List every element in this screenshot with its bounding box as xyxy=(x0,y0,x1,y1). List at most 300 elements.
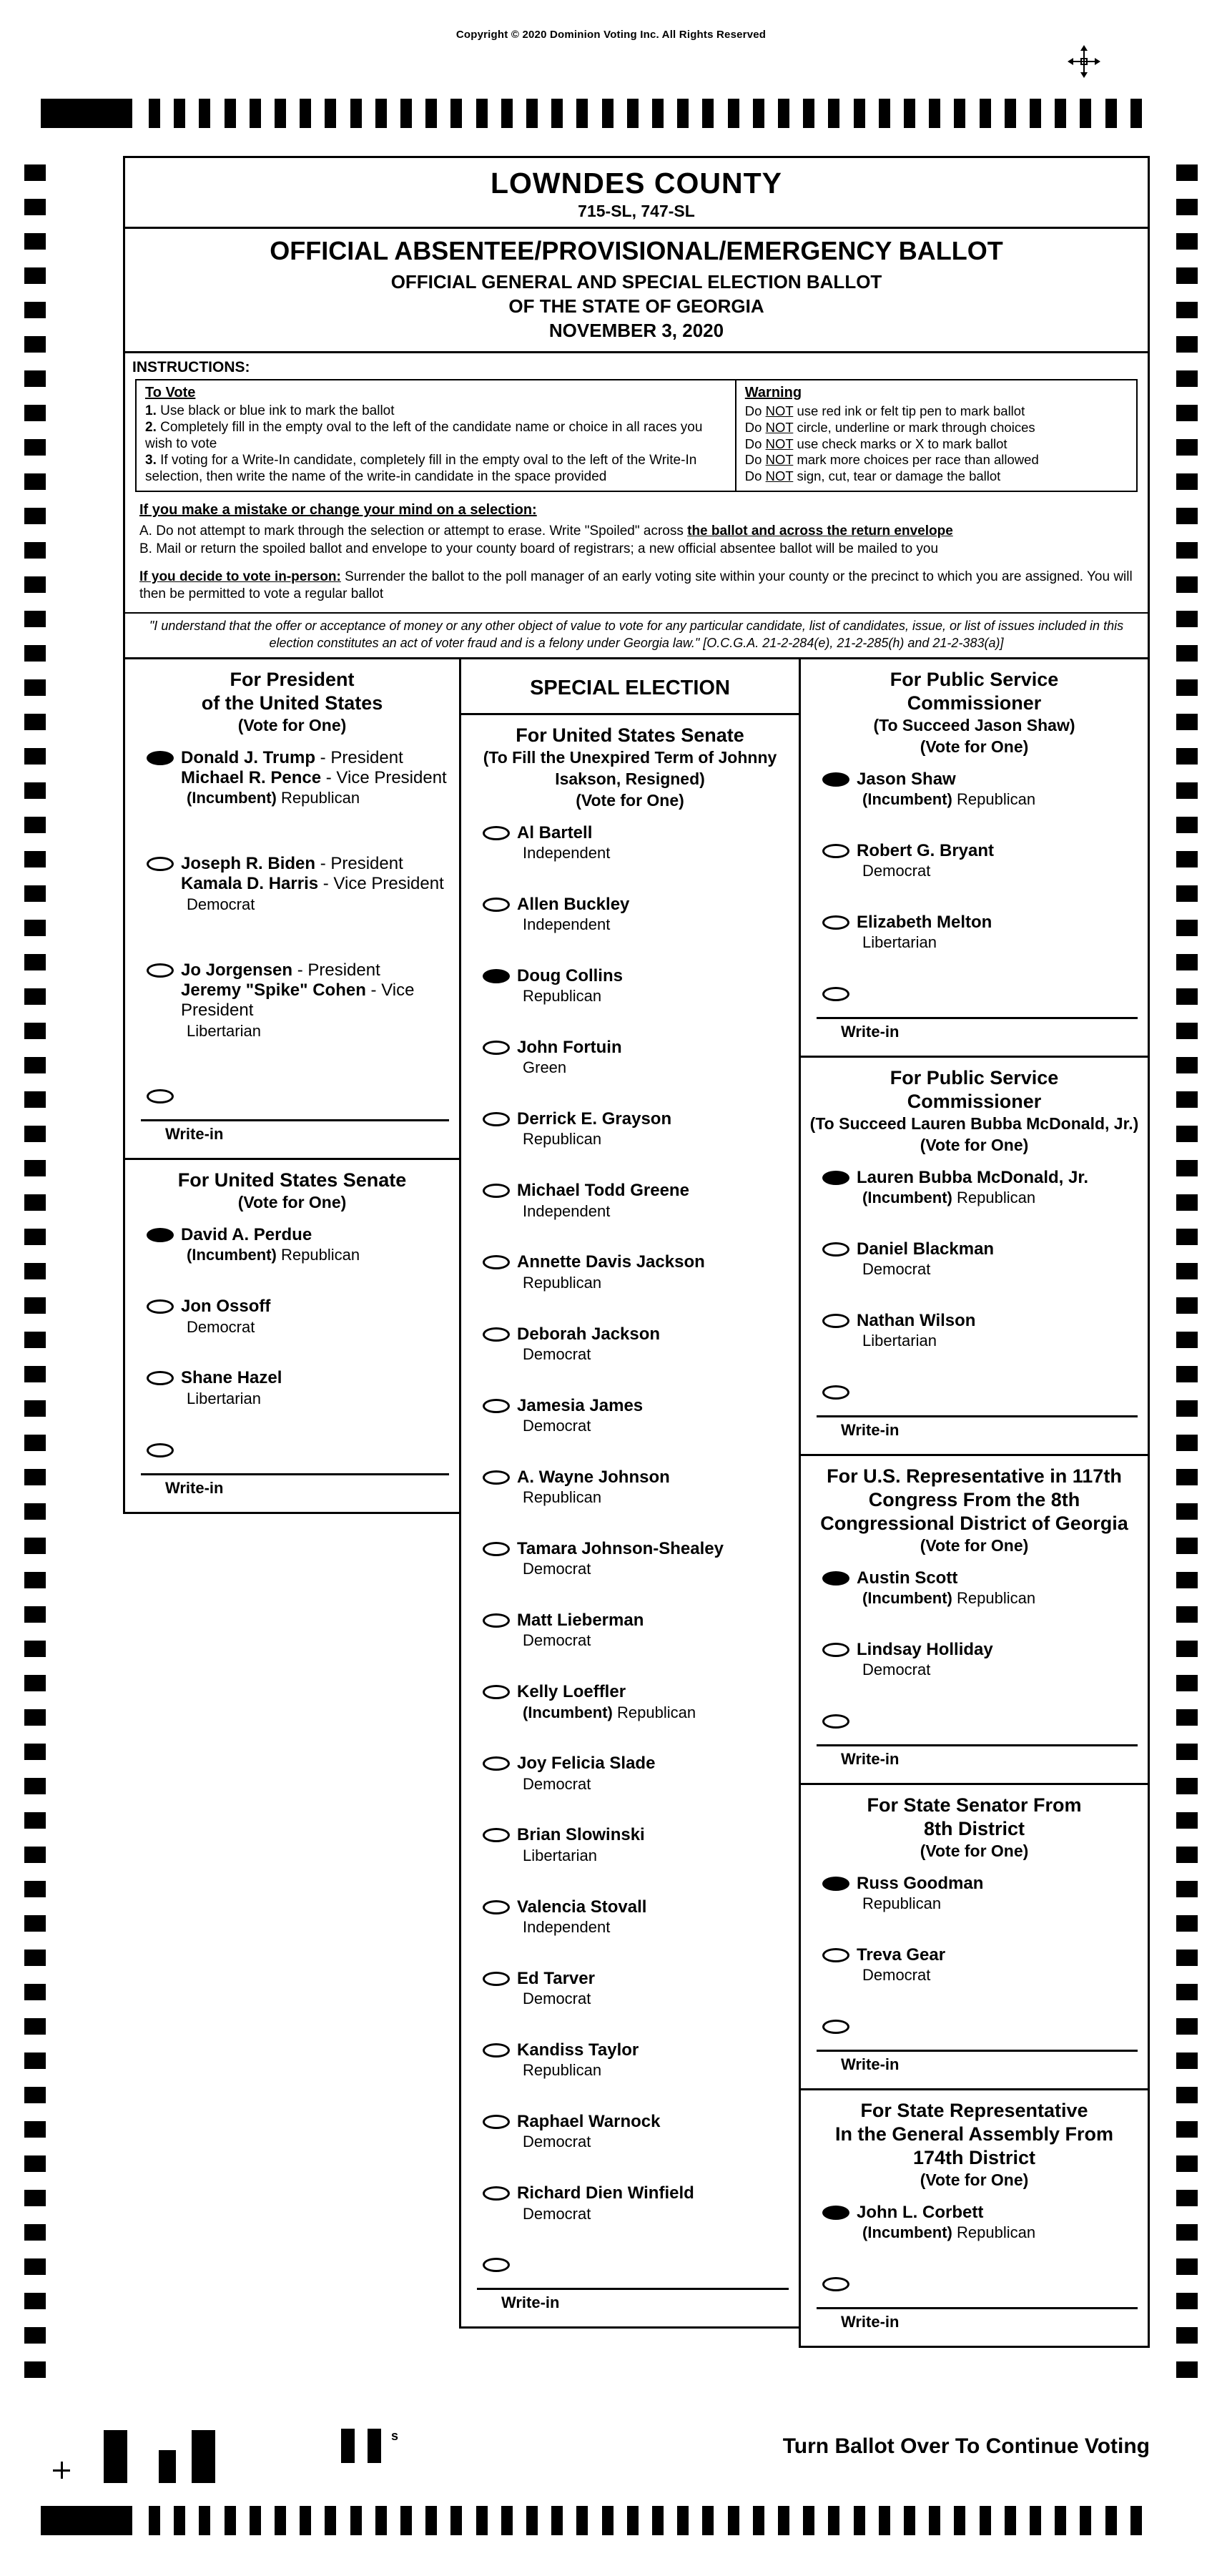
write-in-line[interactable] xyxy=(141,1473,449,1475)
contest-subtitle-line: (Vote for One) xyxy=(576,790,684,810)
candidate-oval[interactable] xyxy=(483,2043,510,2058)
candidate-oval[interactable] xyxy=(822,844,849,858)
timing-mark xyxy=(24,611,46,627)
timing-mark xyxy=(24,1950,46,1966)
candidate-party: (Incumbent) Republican xyxy=(862,2223,1036,2242)
warning-box xyxy=(736,380,1136,491)
timing-mark xyxy=(1005,99,1016,128)
timing-mark xyxy=(1176,473,1198,490)
timing-mark xyxy=(1176,1881,1198,1897)
write-in-row xyxy=(801,1711,1148,1729)
timing-mark xyxy=(24,1263,46,1279)
contest-title-line: For Public Service xyxy=(890,1066,1059,1088)
candidate-row xyxy=(461,1754,799,1794)
timing-mark xyxy=(1176,1091,1198,1108)
candidate-oval[interactable] xyxy=(483,1184,510,1198)
candidate-oval[interactable] xyxy=(483,1756,510,1771)
write-in-oval[interactable] xyxy=(822,987,849,1001)
candidate-name: Robert G. Bryant xyxy=(857,840,995,860)
candidate-oval[interactable] xyxy=(483,2186,510,2201)
candidate-name: Michael R. Pence - Vice President xyxy=(181,767,447,787)
timing-mark xyxy=(501,2506,513,2535)
candidate-oval-filled[interactable] xyxy=(147,1228,174,1242)
timing-mark xyxy=(854,2506,865,2535)
candidate-info xyxy=(517,823,610,863)
candidate-party: Democrat xyxy=(187,1317,255,1336)
candidate-party: Republican xyxy=(523,987,602,1006)
mistake-item-a xyxy=(139,523,1133,541)
warning-title: Warning xyxy=(744,385,802,401)
timing-mark xyxy=(24,1606,46,1623)
contest-title-line: Congress From the 8th xyxy=(868,1489,1080,1510)
write-in-oval[interactable] xyxy=(822,2277,849,2291)
timing-mark xyxy=(425,2506,437,2535)
timing-mark xyxy=(1176,1194,1198,1211)
write-in-line[interactable] xyxy=(141,1119,449,1121)
timing-mark xyxy=(602,2506,614,2535)
timing-mark xyxy=(1176,817,1198,833)
candidate-oval[interactable] xyxy=(822,1643,849,1657)
contest-box xyxy=(123,1158,461,1513)
candidate-oval[interactable] xyxy=(822,1948,849,1962)
candidate-oval-filled[interactable] xyxy=(822,772,849,787)
candidate-name: Jeremy "Spike" Cohen - Vice President xyxy=(181,980,415,1021)
timing-mark xyxy=(24,714,46,730)
candidate-party: Democrat xyxy=(862,1260,931,1279)
candidate-name: Lindsay Holliday xyxy=(857,1639,993,1659)
to-vote-list xyxy=(145,403,726,485)
candidate-name: A. Wayne Johnson xyxy=(517,1467,670,1487)
timing-mark xyxy=(526,99,538,128)
timing-mark xyxy=(1105,2506,1117,2535)
candidate-row xyxy=(461,1181,799,1221)
timing-mark xyxy=(501,99,513,128)
candidate-name: Brian Slowinski xyxy=(517,1825,645,1845)
to-vote-box xyxy=(137,380,736,491)
timing-mark xyxy=(1176,1812,1198,1829)
timing-mark xyxy=(400,99,412,128)
timing-mark xyxy=(1176,199,1198,215)
ballot-type-title: OFFICIAL ABSENTEE/PROVISIONAL/EMERGENCY BALLOT xyxy=(270,236,1003,265)
timing-mark xyxy=(24,1297,46,1314)
mistake-item-a-text: A. Do not attempt to mark through the selection or attempt to erase. Write "Spoiled" across xyxy=(139,523,688,539)
write-in-oval[interactable] xyxy=(483,2258,510,2272)
contest-title-line: For State Senator From xyxy=(867,1794,1082,1817)
candidate-row xyxy=(461,1825,799,1865)
timing-mark xyxy=(24,954,46,970)
candidate-oval[interactable] xyxy=(483,1828,510,1842)
write-in-label: Write-in xyxy=(501,2294,560,2312)
write-in-line[interactable] xyxy=(817,1017,1138,1019)
ballot-code-mark xyxy=(341,2429,355,2463)
warning-item: Do NOT use red ink or felt tip pen to mark ballot xyxy=(744,403,1025,419)
timing-mark xyxy=(1176,782,1198,799)
timing-mark xyxy=(778,99,789,128)
timing-mark xyxy=(1176,920,1198,936)
timing-mark xyxy=(225,2506,236,2535)
timing-mark xyxy=(1176,1572,1198,1588)
county-title: LOWNDES COUNTY xyxy=(490,167,783,200)
candidate-name: Jon Ossoff xyxy=(181,1297,271,1317)
timing-mark xyxy=(1176,1435,1198,1451)
candidate-oval-filled[interactable] xyxy=(822,2206,849,2220)
timing-mark xyxy=(24,885,46,902)
mistake-item-a-emphasis: the ballot and across the return envelope xyxy=(687,523,953,539)
instructions-box xyxy=(135,379,1138,492)
candidate-party: Republican xyxy=(523,1273,602,1292)
contest-title-line: For United States Senate xyxy=(516,724,744,746)
timing-mark xyxy=(753,99,764,128)
candidate-oval[interactable] xyxy=(483,1542,510,1556)
candidate-party: Democrat xyxy=(187,895,255,913)
timing-mark xyxy=(728,2506,739,2535)
candidate-name: Russ Goodman xyxy=(857,1873,984,1893)
timing-mark xyxy=(1176,611,1198,627)
ballot xyxy=(123,156,1150,2348)
candidate-info xyxy=(517,2040,639,2080)
ballot-code-mark xyxy=(368,2429,381,2463)
candidate-info xyxy=(517,966,623,1006)
candidate-info xyxy=(857,1168,1088,1208)
candidate-row xyxy=(461,1468,799,1508)
timing-mark xyxy=(476,99,488,128)
election-title xyxy=(125,270,1148,353)
contest-title-line: In the General Assembly From xyxy=(834,2123,1114,2145)
candidate-name: Jamesia James xyxy=(517,1395,644,1415)
candidate-party: Democrat xyxy=(523,1344,591,1363)
timing-mark xyxy=(728,99,739,128)
timing-mark xyxy=(24,679,46,696)
candidate-oval-filled[interactable] xyxy=(147,751,174,765)
candidate-oval[interactable] xyxy=(147,963,174,978)
instructions-label: INSTRUCTIONS: xyxy=(132,359,250,376)
timing-mark xyxy=(1176,1332,1198,1348)
candidate-oval-filled[interactable] xyxy=(483,969,510,983)
write-in-label: Write-in xyxy=(165,1125,224,1144)
candidate-info xyxy=(517,1754,655,1794)
write-in-label: Write-in xyxy=(841,1022,900,1041)
timing-mark xyxy=(24,1538,46,1554)
timing-mark xyxy=(24,267,46,284)
candidate-row xyxy=(801,1874,1148,1914)
contest-subtitle-line: (Vote for One) xyxy=(920,737,1029,756)
registration-mark-plus xyxy=(53,2462,70,2479)
to-vote-title: To Vote xyxy=(145,385,196,401)
copyright-notice: Copyright © 2020 Dominion Voting Inc. All Rights Reserved xyxy=(455,29,767,41)
timing-mark xyxy=(450,99,462,128)
candidate-info xyxy=(857,841,994,881)
timing-mark xyxy=(1176,1606,1198,1623)
timing-mark xyxy=(1176,851,1198,867)
contest-box xyxy=(799,657,1150,1058)
timing-mark xyxy=(879,2506,890,2535)
timing-mark xyxy=(1176,1297,1198,1314)
contest-title-line: For United States Senate xyxy=(177,1169,407,1191)
timing-mark xyxy=(24,164,46,181)
candidate-oval[interactable] xyxy=(483,1613,510,1628)
contest-title-line: For President xyxy=(230,668,355,690)
timing-mark xyxy=(24,302,46,318)
timing-mark xyxy=(1176,336,1198,353)
ballot-column-3 xyxy=(799,657,1150,2348)
write-in-section xyxy=(801,2274,1148,2331)
timing-mark xyxy=(1176,679,1198,696)
warning-item: Do NOT sign, cut, tear or damage the ballot xyxy=(744,468,1001,483)
candidate-oval[interactable] xyxy=(147,857,174,871)
candidate-oval[interactable] xyxy=(483,898,510,912)
timing-mark xyxy=(24,988,46,1005)
candidate-row xyxy=(125,960,459,1041)
write-in-oval[interactable] xyxy=(822,1385,849,1400)
write-in-row xyxy=(801,2274,1148,2291)
candidate-oval[interactable] xyxy=(483,826,510,840)
candidate-row xyxy=(125,1225,459,1265)
timing-mark xyxy=(350,2506,362,2535)
contest-header xyxy=(801,659,1148,770)
write-in-row xyxy=(461,2255,799,2272)
candidate-row xyxy=(461,2040,799,2080)
timing-mark xyxy=(24,1572,46,1588)
timing-mark xyxy=(24,1229,46,1245)
timing-mark xyxy=(174,99,185,128)
timing-mark xyxy=(24,920,46,936)
candidate-info xyxy=(181,1297,270,1337)
candidate-name: Valencia Stovall xyxy=(517,1897,647,1917)
timing-mark xyxy=(803,99,814,128)
timing-mark xyxy=(828,99,839,128)
timing-mark xyxy=(275,2506,286,2535)
timing-mark xyxy=(41,2506,132,2535)
timing-mark xyxy=(1176,1709,1198,1726)
candidate-row xyxy=(801,841,1148,881)
timing-mark xyxy=(753,2506,764,2535)
timing-mark xyxy=(778,2506,789,2535)
contest-subtitle-line: Isakson, Resigned) xyxy=(555,769,705,788)
timing-mark xyxy=(24,2258,46,2275)
timing-mark xyxy=(980,99,991,128)
timing-mark xyxy=(199,2506,210,2535)
contest-header xyxy=(461,715,799,823)
timing-mark xyxy=(1176,267,1198,284)
candidate-row xyxy=(461,1539,799,1579)
candidate-info xyxy=(517,1181,689,1221)
candidate-oval[interactable] xyxy=(483,2115,510,2129)
timing-mark xyxy=(24,1091,46,1108)
contest-subtitle-line: (Vote for One) xyxy=(237,715,347,734)
ballot-top-box xyxy=(123,156,1150,659)
column-header-box xyxy=(459,657,801,715)
timing-mark xyxy=(602,99,614,128)
candidate-oval[interactable] xyxy=(483,1900,510,1914)
candidate-name: Elizabeth Melton xyxy=(857,912,992,932)
timing-mark xyxy=(652,99,664,128)
write-in-section xyxy=(461,2255,799,2312)
candidate-name: Al Bartell xyxy=(517,822,593,842)
candidate-oval[interactable] xyxy=(483,1112,510,1126)
timing-mark xyxy=(476,2506,488,2535)
timing-mark xyxy=(828,2506,839,2535)
candidate-info xyxy=(857,1311,975,1351)
candidate-name: Annette Davis Jackson xyxy=(517,1252,705,1272)
candidate-party: Libertarian xyxy=(187,1021,261,1040)
candidate-oval[interactable] xyxy=(822,915,849,930)
timing-mark xyxy=(1080,2506,1091,2535)
timing-mark xyxy=(1176,439,1198,456)
timing-mark xyxy=(854,99,865,128)
election-date: NOVEMBER 3, 2020 xyxy=(548,319,724,341)
candidate-party: (Incumbent) Republican xyxy=(523,1703,696,1721)
candidate-info xyxy=(857,2203,1035,2243)
candidate-oval[interactable] xyxy=(483,1327,510,1342)
write-in-section xyxy=(125,1086,459,1144)
candidate-oval[interactable] xyxy=(147,1371,174,1385)
candidate-info xyxy=(517,895,629,935)
candidate-oval[interactable] xyxy=(822,1314,849,1328)
timing-mark xyxy=(24,1126,46,1142)
contest-box xyxy=(459,713,801,2329)
write-in-oval[interactable] xyxy=(147,1089,174,1103)
timing-mark xyxy=(300,2506,311,2535)
candidate-row xyxy=(461,1969,799,2009)
timing-mark xyxy=(24,1160,46,1176)
contest-box xyxy=(799,1056,1150,1456)
candidate-row xyxy=(801,1168,1148,1208)
candidate-party: Independent xyxy=(523,1917,611,1936)
candidate-name: Matt Lieberman xyxy=(517,1611,644,1631)
write-in-label: Write-in xyxy=(841,2055,900,2074)
candidate-row xyxy=(801,1568,1148,1608)
write-in-oval[interactable] xyxy=(822,2020,849,2034)
write-in-oval[interactable] xyxy=(822,1714,849,1729)
write-in-oval[interactable] xyxy=(147,1443,174,1457)
timing-mark xyxy=(1176,748,1198,765)
timing-mark xyxy=(24,782,46,799)
timing-mark xyxy=(41,99,132,128)
candidate-row xyxy=(461,966,799,1006)
candidate-row xyxy=(801,913,1148,953)
candidate-oval[interactable] xyxy=(483,1685,510,1699)
contest-title-line: 8th District xyxy=(923,1817,1025,1839)
candidate-oval-filled[interactable] xyxy=(822,1171,849,1185)
candidate-info xyxy=(857,1874,983,1914)
candidate-row xyxy=(461,2183,799,2223)
candidate-row xyxy=(125,1368,459,1408)
timing-mark xyxy=(1005,2506,1016,2535)
contest-title-line: of the United States xyxy=(201,692,383,714)
candidate-party: Independent xyxy=(523,1201,611,1220)
timing-mark xyxy=(1176,2121,1198,2138)
candidate-row xyxy=(461,1109,799,1149)
write-in-row xyxy=(125,1086,459,1103)
timing-mark xyxy=(1055,2506,1066,2535)
candidate-oval-filled[interactable] xyxy=(822,1571,849,1586)
timing-mark xyxy=(1176,1263,1198,1279)
write-in-line[interactable] xyxy=(477,2288,789,2290)
write-in-label: Write-in xyxy=(841,2312,900,2331)
contest-title-line: 174th District xyxy=(912,2146,1036,2168)
timing-mark xyxy=(1176,1400,1198,1417)
candidate-oval[interactable] xyxy=(483,1255,510,1269)
timing-mark xyxy=(1176,1950,1198,1966)
timing-mark xyxy=(879,99,890,128)
to-vote-item: 1. Use black or blue ink to mark the ballot xyxy=(145,403,395,419)
timing-mark xyxy=(1176,1778,1198,1794)
write-in-line[interactable] xyxy=(817,2307,1138,2309)
timing-mark xyxy=(24,1469,46,1485)
candidate-info xyxy=(181,854,444,914)
timing-mark xyxy=(250,2506,261,2535)
candidate-info xyxy=(517,1468,670,1508)
timing-mark xyxy=(576,99,588,128)
candidate-row xyxy=(461,1038,799,1078)
write-in-label: Write-in xyxy=(841,1750,900,1769)
ballot-column-1 xyxy=(123,657,461,1514)
timing-mark xyxy=(24,2224,46,2241)
ballot-code-mark xyxy=(159,2450,176,2483)
mistake-item-b: B. Mail or return the spoiled ballot and envelope to your county board of registrars; a new official absentee ballot will be mailed to you xyxy=(139,541,939,557)
contest-title-line: Commissioner xyxy=(907,1090,1042,1112)
timing-mark xyxy=(1176,2361,1198,2378)
contest-header xyxy=(125,1160,459,1225)
timing-mark xyxy=(24,2190,46,2206)
timing-mark xyxy=(1176,1057,1198,1073)
timing-mark xyxy=(1030,99,1041,128)
timing-mark xyxy=(225,99,236,128)
candidate-oval[interactable] xyxy=(483,1972,510,1986)
timing-mark xyxy=(24,508,46,524)
candidate-oval-filled[interactable] xyxy=(822,1877,849,1891)
timing-mark xyxy=(24,473,46,490)
ballot-code-mark xyxy=(104,2430,127,2483)
candidate-info xyxy=(181,1368,282,1408)
candidate-info xyxy=(517,1611,644,1651)
code-char: s xyxy=(391,2429,399,2443)
candidate-oval[interactable] xyxy=(147,1299,174,1314)
timing-mark xyxy=(929,2506,940,2535)
timing-mark xyxy=(24,2155,46,2172)
timing-mark xyxy=(551,99,563,128)
timing-mark xyxy=(375,2506,387,2535)
contest-box xyxy=(799,1783,1150,2090)
candidate-oval[interactable] xyxy=(483,1470,510,1485)
candidate-party: Republican xyxy=(523,1488,602,1507)
candidate-row xyxy=(461,1252,799,1292)
write-in-line[interactable] xyxy=(817,2050,1138,2052)
candidate-party: (Incumbent) Republican xyxy=(862,1589,1036,1608)
candidate-oval[interactable] xyxy=(483,1041,510,1055)
candidate-party: Republican xyxy=(862,1894,942,1913)
candidate-info xyxy=(517,1539,724,1579)
candidate-party: Republican xyxy=(523,1130,602,1149)
write-in-line[interactable] xyxy=(817,1415,1138,1417)
contest-subtitle-line: (Vote for One) xyxy=(920,1841,1029,1860)
contests-columns xyxy=(123,657,1150,2348)
candidate-info xyxy=(517,1324,660,1365)
candidate-party: Libertarian xyxy=(187,1389,261,1407)
contest-box xyxy=(799,1454,1150,1785)
timing-mark xyxy=(980,2506,991,2535)
candidate-name: Shane Hazel xyxy=(181,1368,282,1388)
candidate-info xyxy=(181,748,447,808)
timing-mark xyxy=(24,1400,46,1417)
candidate-oval[interactable] xyxy=(822,1242,849,1257)
contest-box xyxy=(123,657,461,1160)
timing-mark xyxy=(1176,1847,1198,1863)
candidate-oval[interactable] xyxy=(483,1399,510,1413)
timing-mark xyxy=(24,233,46,250)
write-in-line[interactable] xyxy=(817,1744,1138,1746)
mistake-section xyxy=(139,502,1133,604)
